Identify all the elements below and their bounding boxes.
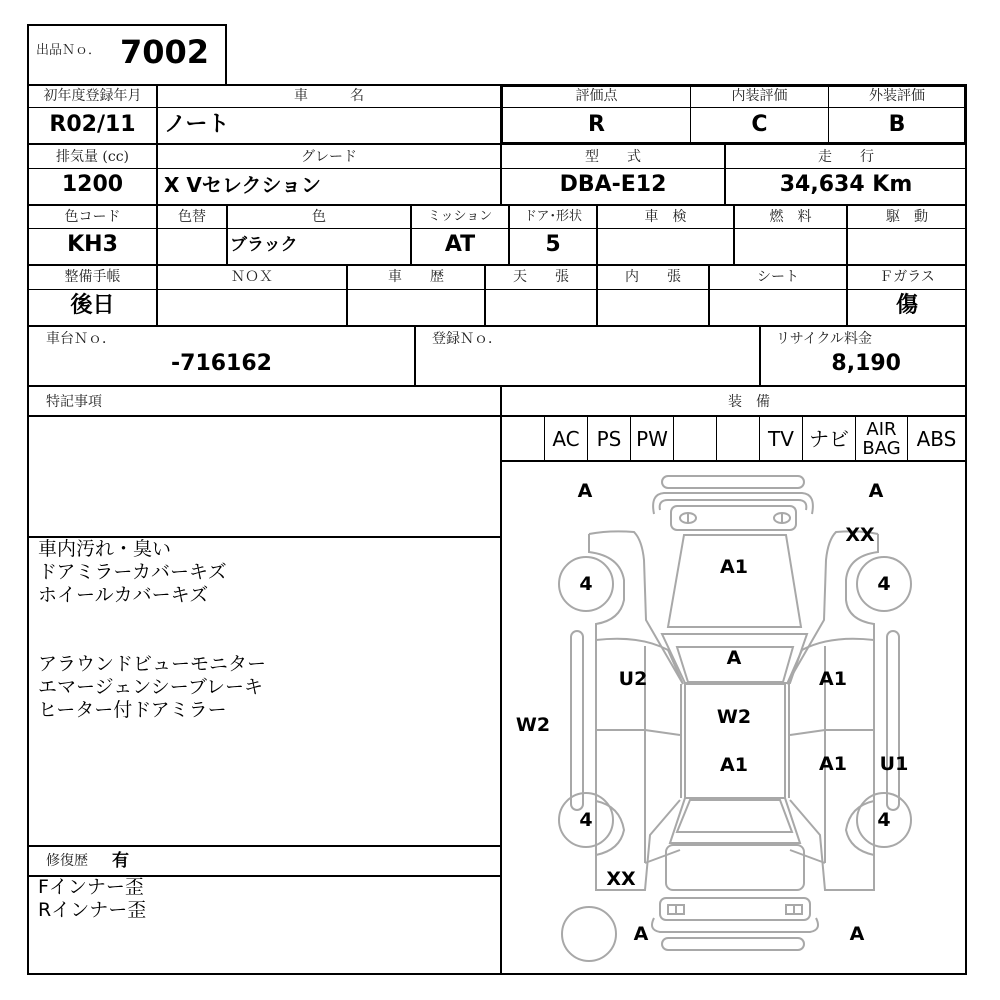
note-line: アラウンドビューモニター — [38, 653, 267, 675]
recycle-fee-label: リサイクル料金 — [776, 331, 873, 347]
mark-tire-front-right: 4 — [877, 573, 891, 595]
repair-history-value: 有 — [112, 851, 129, 871]
rear-window-icon — [670, 798, 800, 843]
color-code-label: 色コード — [64, 209, 121, 225]
drive-label: 駆 動 — [886, 209, 928, 225]
model-code-label: 型 式 — [585, 149, 641, 165]
first-registration-value: R02/11 — [49, 112, 136, 137]
model-code-value: DBA-E12 — [559, 172, 667, 197]
mark-rear-left-quarter: XX — [606, 868, 636, 890]
mark-hood: A1 — [720, 556, 748, 578]
service-book-value: 後日 — [70, 293, 115, 318]
right-sill-icon — [887, 631, 899, 810]
seat-label: シート — [757, 269, 799, 285]
score-label: 評価点 — [575, 88, 618, 104]
registration-number-label: 登録Ｎｏ． — [432, 331, 502, 347]
fuel-label: 燃 料 — [769, 209, 812, 225]
mark-windshield: A — [726, 647, 742, 669]
front-bumper-bar-icon — [662, 476, 804, 488]
color-code-value: KH3 — [67, 232, 118, 257]
equipment-item-ac: AC — [552, 427, 580, 451]
mark-rear-right-corner: A — [849, 923, 865, 945]
front-glass-value: 傷 — [895, 293, 918, 318]
note-line: エマージェンシーブレーキ — [38, 676, 264, 698]
mark-tire-front-left: 4 — [579, 573, 593, 595]
equipment-item-ps: PS — [596, 427, 622, 451]
right-front-fender-icon — [787, 531, 878, 684]
color-value: ブラック — [230, 235, 298, 255]
spare-tire-icon — [562, 907, 616, 961]
note-line: ドアミラーカバーキズ — [38, 561, 227, 583]
mark-tire-rear-left: 4 — [579, 809, 593, 831]
hood-icon — [668, 535, 801, 627]
first-registration-label: 初年度登録年月 — [43, 88, 142, 104]
displacement-label: 排気量 (cc) — [55, 149, 130, 165]
service-book-label: 整備手帳 — [64, 269, 121, 285]
doors-value: 5 — [545, 232, 561, 257]
equipment-item-abs: ABS — [916, 427, 957, 451]
equipment-item-tv: TV — [768, 427, 794, 451]
nox-label: ＮＯＸ — [231, 269, 273, 285]
doors-label: ドア･形状 — [523, 209, 583, 224]
vehicle-history-label: 車 歴 — [388, 269, 444, 285]
color-change-label: 色替 — [178, 209, 206, 225]
displacement-value: 1200 — [61, 172, 124, 197]
mileage-value: 34,634 Km — [779, 172, 913, 197]
exterior-grade-label: 外装評価 — [869, 88, 925, 104]
chassis-number-label: 車台Ｎｏ． — [46, 331, 116, 347]
lot-number-value: 7002 — [120, 33, 210, 71]
mark-right-front-door: A1 — [819, 668, 847, 690]
mark-front-left-corner: A — [577, 480, 593, 502]
grade-value: X Vセレクション — [164, 173, 322, 197]
mark-tire-rear-right: 4 — [877, 809, 891, 831]
lot-number-label: 出品Ｎｏ． — [36, 43, 102, 58]
score-value: R — [588, 112, 605, 137]
mark-left-front-door: U2 — [618, 668, 648, 690]
transmission-value: AT — [444, 232, 476, 257]
repair-history-label: 修復歴 — [46, 853, 88, 869]
equipment-label: 装 備 — [728, 394, 770, 410]
interior-grade-label: 内装評価 — [731, 88, 788, 104]
roof-icon — [685, 684, 785, 798]
repair-line: Rインナー歪 — [38, 899, 147, 921]
mark-rear-left-corner: A — [633, 923, 649, 945]
front-bumper-icon — [653, 493, 813, 514]
mark-right-sill: U1 — [879, 753, 909, 775]
repair-line: Fインナー歪 — [38, 876, 144, 898]
mark-front-right-corner: A — [868, 480, 884, 502]
chassis-number-value: -716162 — [171, 351, 272, 376]
transmission-label: ミッション — [427, 209, 493, 224]
mark-roof: W2 — [716, 706, 752, 728]
exterior-grade-value: B — [888, 112, 906, 137]
left-front-fender-icon — [589, 531, 683, 684]
equipment-item-airbag: AIR BAG — [862, 419, 901, 459]
headliner-label: 天 張 — [513, 269, 569, 285]
mark-right-rear-door: A1 — [819, 753, 847, 775]
color-label: 色 — [312, 209, 326, 225]
equipment-item-pw: PW — [636, 427, 668, 451]
front-glass-label: Ｆガラス — [879, 269, 935, 285]
inspection-label: 車 検 — [644, 209, 687, 225]
equipment-item-navi: ナビ — [809, 427, 849, 451]
mark-front-right-fender: XX — [845, 524, 875, 546]
mark-left-side: W2 — [515, 714, 551, 736]
car-name-value: ノート — [164, 112, 230, 137]
mark-roof-rear: A1 — [720, 754, 748, 776]
note-line: 車内汚れ・臭い — [38, 538, 172, 560]
front-grille-icon — [671, 506, 796, 530]
interior-trim-label: 内 張 — [625, 269, 681, 285]
interior-grade-value: C — [751, 112, 768, 137]
rear-bumper-icon — [660, 898, 810, 920]
trunk-icon — [666, 845, 804, 890]
grade-label: グレード — [301, 149, 357, 165]
note-line: ホイールカバーキズ — [38, 584, 209, 606]
left-sill-icon — [571, 631, 583, 810]
special-notes-label: 特記事項 — [46, 394, 102, 410]
mileage-label: 走 行 — [818, 149, 874, 165]
car-name-label: 車 名 — [294, 88, 364, 104]
note-line: ヒーター付ドアミラー — [38, 699, 227, 721]
recycle-fee-value: 8,190 — [831, 351, 901, 376]
